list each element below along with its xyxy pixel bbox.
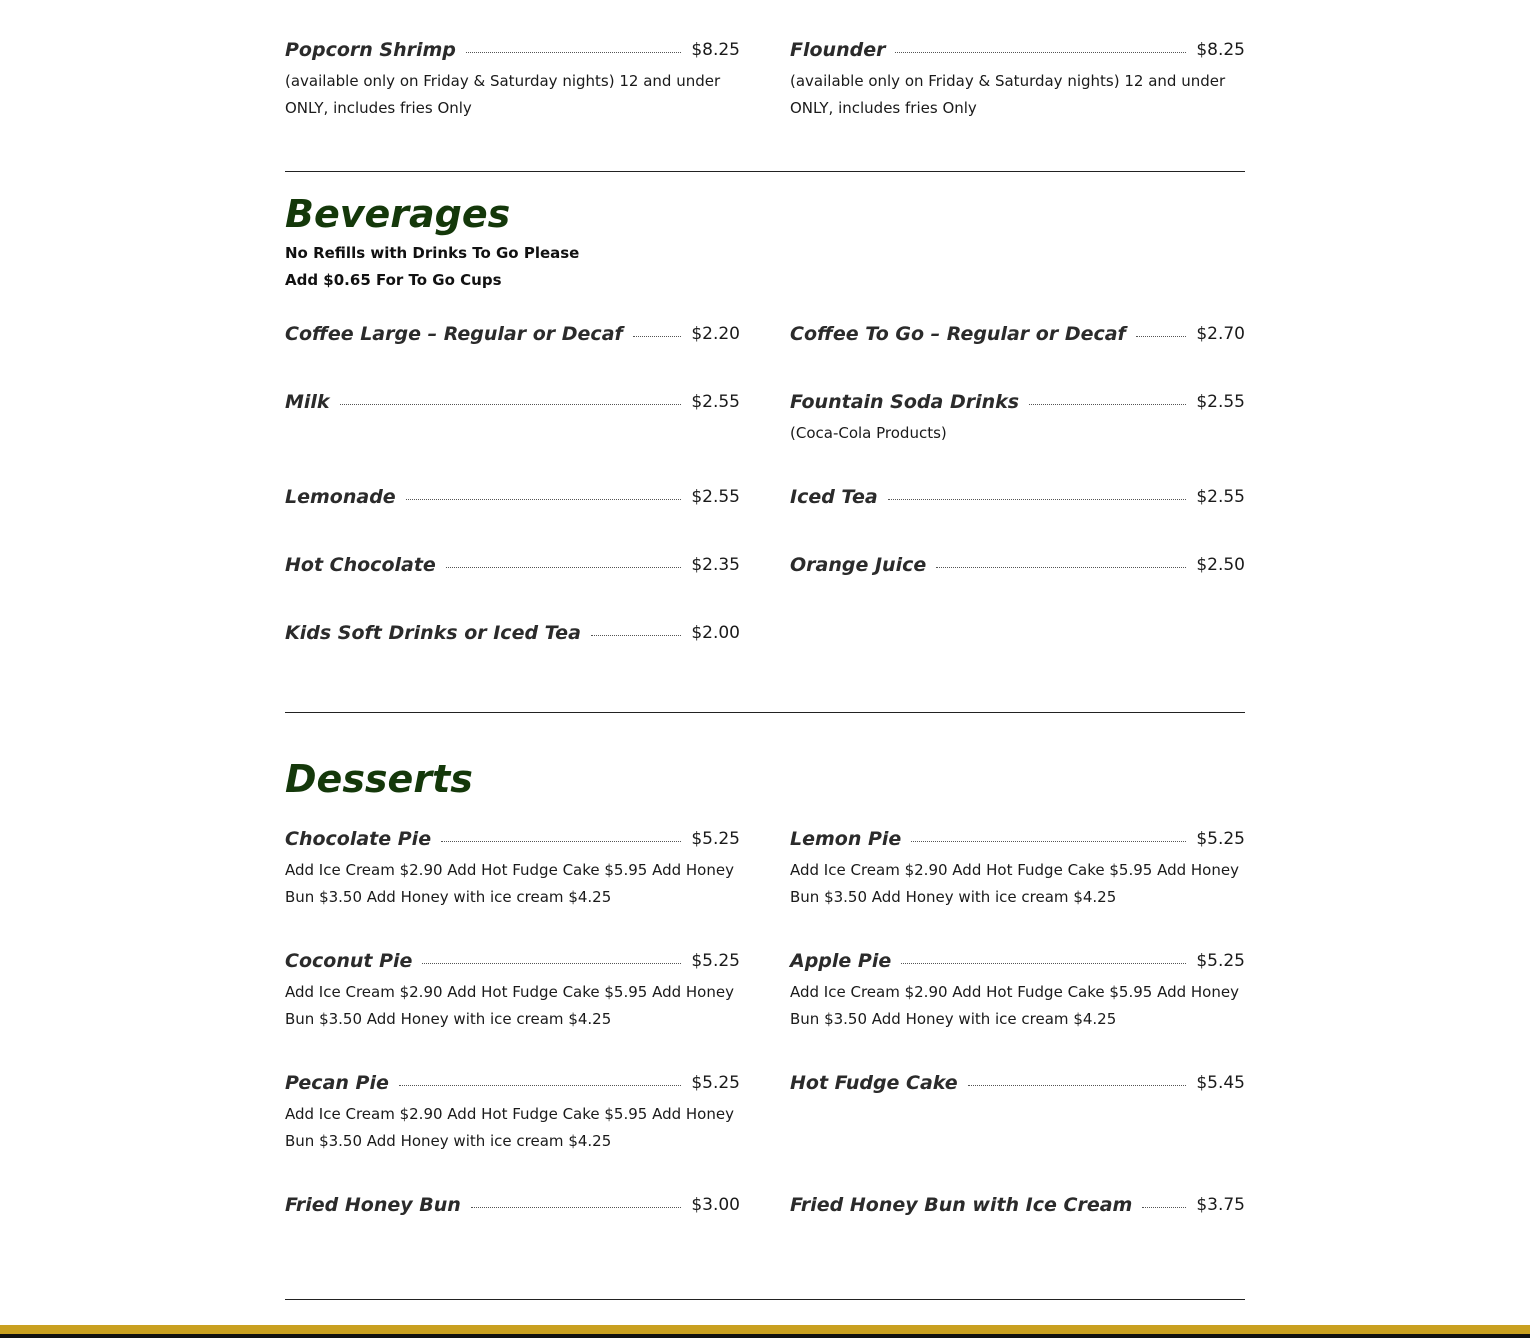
item-name: Fried Honey Bun with Ice Cream (790, 1194, 1133, 1216)
item-name: Pecan Pie (285, 1072, 389, 1094)
item-price: $2.55 (1196, 392, 1245, 412)
item-name: Kids Soft Drinks or Iced Tea (285, 622, 581, 644)
item-price: $5.45 (1196, 1073, 1245, 1093)
menu-item (790, 479, 1245, 515)
leader-dots (901, 963, 1186, 964)
menu-item (790, 1187, 1245, 1223)
item-price: $8.25 (691, 40, 740, 60)
leader-dots (340, 404, 682, 405)
item-name: Flounder (790, 39, 886, 61)
item-description: (available only on Friday & Saturday nights) 12 and under ONLY, includes fries Only (285, 72, 721, 117)
menu-item (790, 1065, 1245, 1155)
item-description: Add Ice Cream $2.90 Add Hot Fudge Cake $5.95 Add Honey Bun $3.50 Add Honey with ice cream $4.25 (285, 983, 734, 1028)
menu-item (285, 1187, 740, 1223)
leader-dots (466, 52, 681, 53)
leader-dots (936, 567, 1186, 568)
item-price: $2.55 (1196, 487, 1245, 507)
menu-item (285, 547, 740, 583)
menu-item (790, 384, 1245, 447)
item-name: Fountain Soda Drinks (790, 391, 1020, 413)
item-price: $5.25 (691, 1073, 740, 1093)
item-price: $5.25 (691, 951, 740, 971)
item-price: $2.70 (1196, 324, 1245, 344)
leader-dots (1136, 336, 1187, 337)
item-description: Add Ice Cream $2.90 Add Hot Fudge Cake $5.95 Add Honey Bun $3.50 Add Honey with ice cream $4.25 (790, 983, 1239, 1028)
section-title: Beverages (285, 192, 511, 236)
item-name: Coconut Pie (285, 950, 413, 972)
leader-dots (911, 841, 1186, 842)
leader-dots (968, 1085, 1187, 1086)
item-price: $8.25 (1196, 40, 1245, 60)
item-price: $2.55 (691, 487, 740, 507)
item-name: Lemonade (285, 486, 396, 508)
menu-item (790, 943, 1245, 1033)
footer-bar-dark (0, 1334, 1530, 1338)
leader-dots (591, 635, 681, 636)
section-divider (285, 1299, 1245, 1300)
menu-item (285, 615, 740, 651)
section-title: Desserts (285, 757, 473, 801)
menu-item (285, 1065, 740, 1155)
menu-item (285, 32, 740, 122)
item-name: Coffee To Go – Regular or Decaf (790, 323, 1126, 345)
beverage-note: Add $0.65 For To Go Cups (285, 271, 502, 289)
section-divider (285, 712, 1245, 713)
menu-item (285, 316, 740, 352)
item-name: Chocolate Pie (285, 828, 432, 850)
item-price: $2.00 (691, 623, 740, 643)
section-divider (285, 171, 1245, 172)
item-name: Lemon Pie (790, 828, 902, 850)
leader-dots (406, 499, 682, 500)
item-description: (available only on Friday & Saturday nights) 12 and under ONLY, includes fries Only (790, 72, 1226, 117)
item-description: Add Ice Cream $2.90 Add Hot Fudge Cake $5.95 Add Honey Bun $3.50 Add Honey with ice cream $4.25 (790, 861, 1239, 906)
leader-dots (422, 963, 681, 964)
leader-dots (888, 499, 1187, 500)
item-name: Milk (285, 391, 330, 413)
kids-menu-section (285, 32, 1245, 154)
leader-dots (446, 567, 682, 568)
leader-dots (441, 841, 681, 842)
menu-item (790, 821, 1245, 911)
item-price: $5.25 (1196, 951, 1245, 971)
beverage-note: No Refills with Drinks To Go Please (285, 244, 580, 262)
menu-item (285, 943, 740, 1033)
item-price: $5.25 (691, 829, 740, 849)
item-name: Hot Chocolate (285, 554, 436, 576)
item-price: $5.25 (1196, 829, 1245, 849)
item-description: Add Ice Cream $2.90 Add Hot Fudge Cake $5.95 Add Honey Bun $3.50 Add Honey with ice cream $4.25 (285, 861, 734, 906)
menu-item (285, 384, 740, 447)
menu-item (285, 479, 740, 515)
item-price: $2.55 (691, 392, 740, 412)
item-name: Iced Tea (790, 486, 878, 508)
leader-dots (399, 1085, 681, 1086)
item-name: Popcorn Shrimp (285, 39, 456, 61)
footer-bar (0, 1325, 1530, 1338)
leader-dots (1142, 1207, 1186, 1208)
leader-dots (471, 1207, 682, 1208)
leader-dots (1029, 404, 1186, 405)
item-price: $2.50 (1196, 555, 1245, 575)
menu-item (285, 821, 740, 911)
leader-dots (895, 52, 1186, 53)
menu-item (790, 316, 1245, 352)
leader-dots (633, 336, 682, 337)
item-price: $2.35 (691, 555, 740, 575)
item-price: $3.00 (691, 1195, 740, 1215)
item-description: (Coca-Cola Products) (790, 424, 947, 442)
item-price: $2.20 (691, 324, 740, 344)
item-name: Orange Juice (790, 554, 927, 576)
menu-item (790, 32, 1245, 122)
desserts-section (285, 757, 1245, 1255)
beverages-section (285, 192, 1245, 683)
menu-item (790, 547, 1245, 583)
item-name: Coffee Large – Regular or Decaf (285, 323, 623, 345)
item-description: Add Ice Cream $2.90 Add Hot Fudge Cake $5.95 Add Honey Bun $3.50 Add Honey with ice cream $4.25 (285, 1105, 734, 1150)
item-price: $3.75 (1196, 1195, 1245, 1215)
item-name: Fried Honey Bun (285, 1194, 461, 1216)
item-name: Hot Fudge Cake (790, 1072, 958, 1094)
item-name: Apple Pie (790, 950, 892, 972)
